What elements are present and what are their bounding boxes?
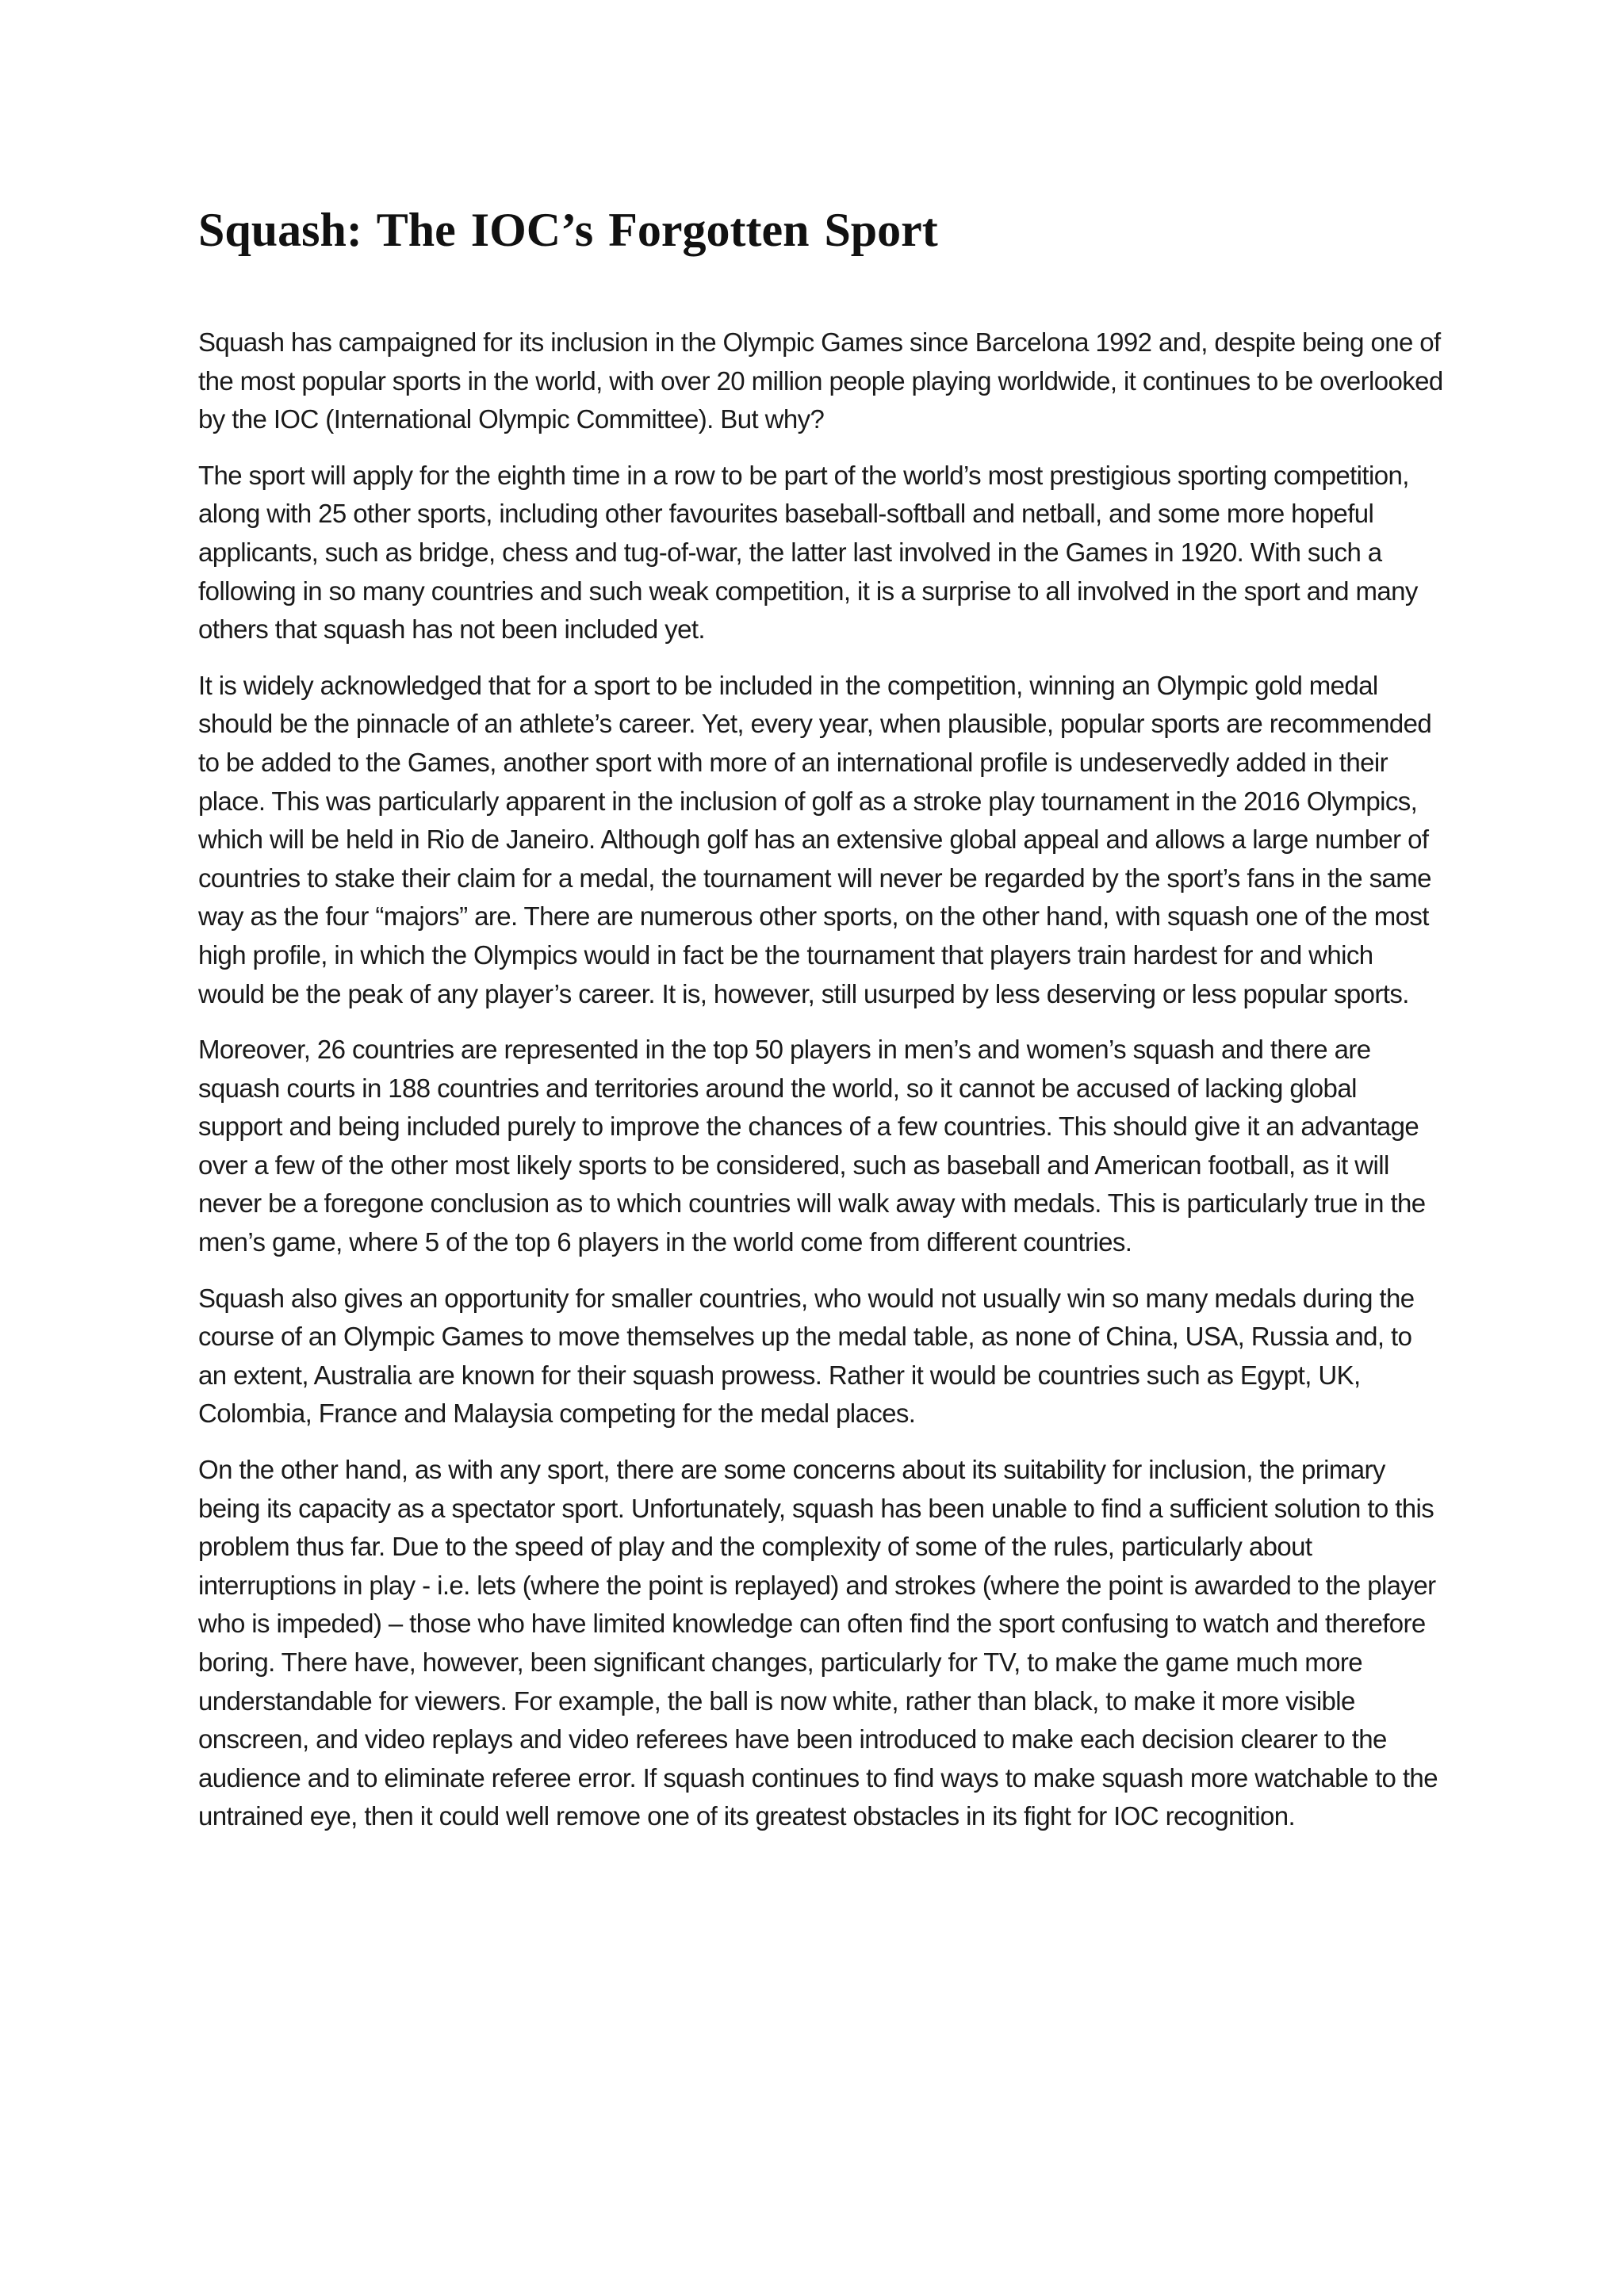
paragraph-4: Moreover, 26 countries are represented in the top 50 players in men’s and women’s squash and there are squash courts in 188 countries and territories around the world, so it cannot be accused of lacking global support and being included purely to improve the chances of a few countries. This should give it an advantage over a few of the other most likely sports to be considered, such as baseball and American football, as it will never be a foregone conclusion as to which countries will walk away with medals. This is particularly true in the men’s game, where 5 of the top 6 players in the world come from different countries. (198, 1035, 1426, 1257)
paragraph-3: It is widely acknowledged that for a sport to be included in the competition, winning an Olympic gold medal should be the pinnacle of an athlete’s career. Yet, every year, when plausible, popular sports are recommended to be added to the Games, another sport with more of an international profile is undeservedly added in their place. This was particularly apparent in the inclusion of golf as a stroke play tournament in the 2016 Olympics, which will be held in Rio de Janeiro. Although golf has an extensive global appeal and allows a large number of countries to stake their claim for a medal, the tournament will never be regarded by the sport’s fans in the same way as the four “majors” are. There are numerous other sports, on the other hand, with squash one of the most high profile, in which the Olympics would in fact be the tournament that players train hardest for and which would be the peak of any player’s career. It is, however, still usurped by less deserving or less popular sports. (198, 670, 1432, 1008)
document-title: Squash: The IOC’s Forgotten Sport (198, 204, 938, 256)
document-body (198, 323, 1443, 1854)
paragraph-6: On the other hand, as with any sport, there are some concerns about its suitability for inclusion, the primary being its capacity as a spectator sport. Unfortunately, squash has been unable to find a sufficient solution to this problem thus far. Due to the speed of play and the complexity of some of the rules, particularly about interruptions in play - i.e. lets (where the point is replayed) and strokes (where the point is awarded to the player who is impeded) – those who have limited knowledge can often find the sport confusing to watch and therefore boring. There have, however, been significant changes, particularly for TV, to make the game much more understandable for viewers. For example, the ball is now white, rather than black, to make it more visible onscreen, and video replays and video referees have been introduced to make each decision clearer to the audience and to eliminate referee error. If squash continues to find ways to make squash more watchable to the untrained eye, then it could well remove one of its greatest obstacles in its fight for IOC recognition. (198, 1455, 1438, 1831)
paragraph-1: Squash has campaigned for its inclusion in the Olympic Games since Barcelona 1992 and, despite being one of the most popular sports in the world, with over 20 million people playing worldwide, it continues to be overlooked by the IOC (International Olympic Committee). But why? (198, 327, 1443, 434)
paragraph-5: Squash also gives an opportunity for smaller countries, who would not usually win so many medals during the course of an Olympic Games to move themselves up the medal table, as none of China, USA, Russia and, to an extent, Australia are known for their squash prowess. Rather it would be countries such as Egypt, UK, Colombia, France and Malaysia competing for the medal places. (198, 1283, 1415, 1429)
paragraph-2: The sport will apply for the eighth time in a row to be part of the world’s most prestigious sporting competition, along with 25 other sports, including other favourites baseball-softball and netball, and some more hopeful applicants, such as bridge, chess and tug-of-war, the latter last involved in the Games in 1920. With such a following in so many countries and such weak competition, it is a surprise to all involved in the sport and many others that squash has not been included yet. (198, 460, 1418, 645)
